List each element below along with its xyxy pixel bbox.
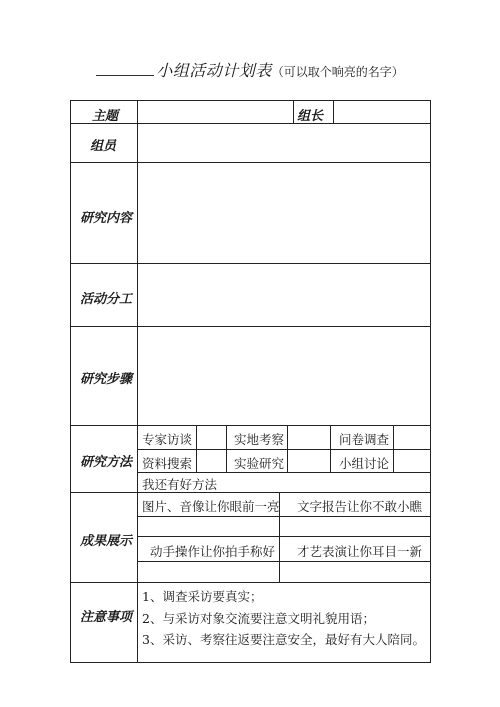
results-divider <box>137 561 431 562</box>
result-talent-show: 才艺表演让你耳目一新 <box>297 544 423 559</box>
research-methods-label: 研究方法 <box>80 455 133 470</box>
result-hands-on: 动手操作让你拍手称好 <box>150 544 276 559</box>
col-divider <box>393 425 394 473</box>
result-checkbox[interactable] <box>281 518 429 535</box>
theme-field[interactable] <box>139 102 292 122</box>
results-divider <box>137 516 431 517</box>
method-field-survey: 实地考察 <box>234 432 285 447</box>
method-checkbox[interactable] <box>198 451 225 471</box>
research-steps-label: 研究步骤 <box>80 372 133 387</box>
result-checkbox[interactable] <box>281 563 429 581</box>
leader-label: 组长 <box>297 109 324 124</box>
results-label: 成果展示 <box>80 534 133 549</box>
method-checkbox[interactable] <box>395 451 429 471</box>
method-group-discussion: 小组讨论 <box>339 456 390 471</box>
table-border-left <box>70 100 71 663</box>
col-divider <box>196 425 197 473</box>
methods-divider <box>137 449 431 450</box>
research-steps-field[interactable] <box>139 328 429 424</box>
note-item: 2、与采访对象交流要注意文明礼貌用语； <box>142 611 375 626</box>
row-divider <box>70 492 431 493</box>
members-label: 组员 <box>90 139 117 154</box>
col-divider <box>333 100 334 124</box>
label-column-divider <box>137 100 138 663</box>
row-divider <box>70 263 431 264</box>
method-expert-interview: 专家访谈 <box>142 432 193 447</box>
result-images-video: 图片、音像让你眼前一亮 <box>142 499 280 514</box>
row-divider <box>70 582 431 583</box>
result-checkbox[interactable] <box>139 563 278 581</box>
method-checkbox[interactable] <box>198 427 225 448</box>
note-item: 1、调查采访要真实； <box>142 589 263 604</box>
table-border-right <box>430 100 431 663</box>
note-item: 3、采访、考察往返要注意安全，最好有大人陪同。 <box>142 632 425 647</box>
result-checkbox[interactable] <box>139 518 278 535</box>
method-data-search: 资料搜索 <box>142 456 193 471</box>
theme-label: 主题 <box>92 109 119 124</box>
research-content-label: 研究内容 <box>80 211 133 226</box>
leader-field[interactable] <box>335 102 429 122</box>
row-divider <box>70 326 431 327</box>
col-divider <box>287 425 288 473</box>
members-field[interactable] <box>139 125 429 161</box>
title-subtitle: （可以取个响亮的名字） <box>271 65 404 79</box>
method-checkbox[interactable] <box>395 427 429 448</box>
col-divider <box>226 425 227 473</box>
method-experiment: 实验研究 <box>234 456 285 471</box>
division-field[interactable] <box>139 265 429 325</box>
col-divider <box>293 100 294 124</box>
col-divider <box>330 425 331 473</box>
title-main: 小组活动计划表 <box>156 61 272 80</box>
results-divider <box>137 536 431 537</box>
row-divider <box>70 425 431 426</box>
method-checkbox[interactable] <box>289 451 329 471</box>
methods-divider <box>137 472 431 473</box>
method-checkbox[interactable] <box>289 427 329 448</box>
research-content-field[interactable] <box>139 164 429 262</box>
division-label: 活动分工 <box>80 292 133 307</box>
table-border-top <box>70 100 431 101</box>
row-divider <box>70 162 431 163</box>
notes-label: 注意事项 <box>80 610 133 625</box>
row-divider <box>70 123 431 124</box>
table-border-bottom <box>70 662 431 663</box>
result-written-report: 文字报告让你不敢小瞧 <box>297 499 423 514</box>
method-other-prompt: 我还有好方法 <box>142 477 218 492</box>
method-questionnaire: 问卷调查 <box>339 432 390 447</box>
